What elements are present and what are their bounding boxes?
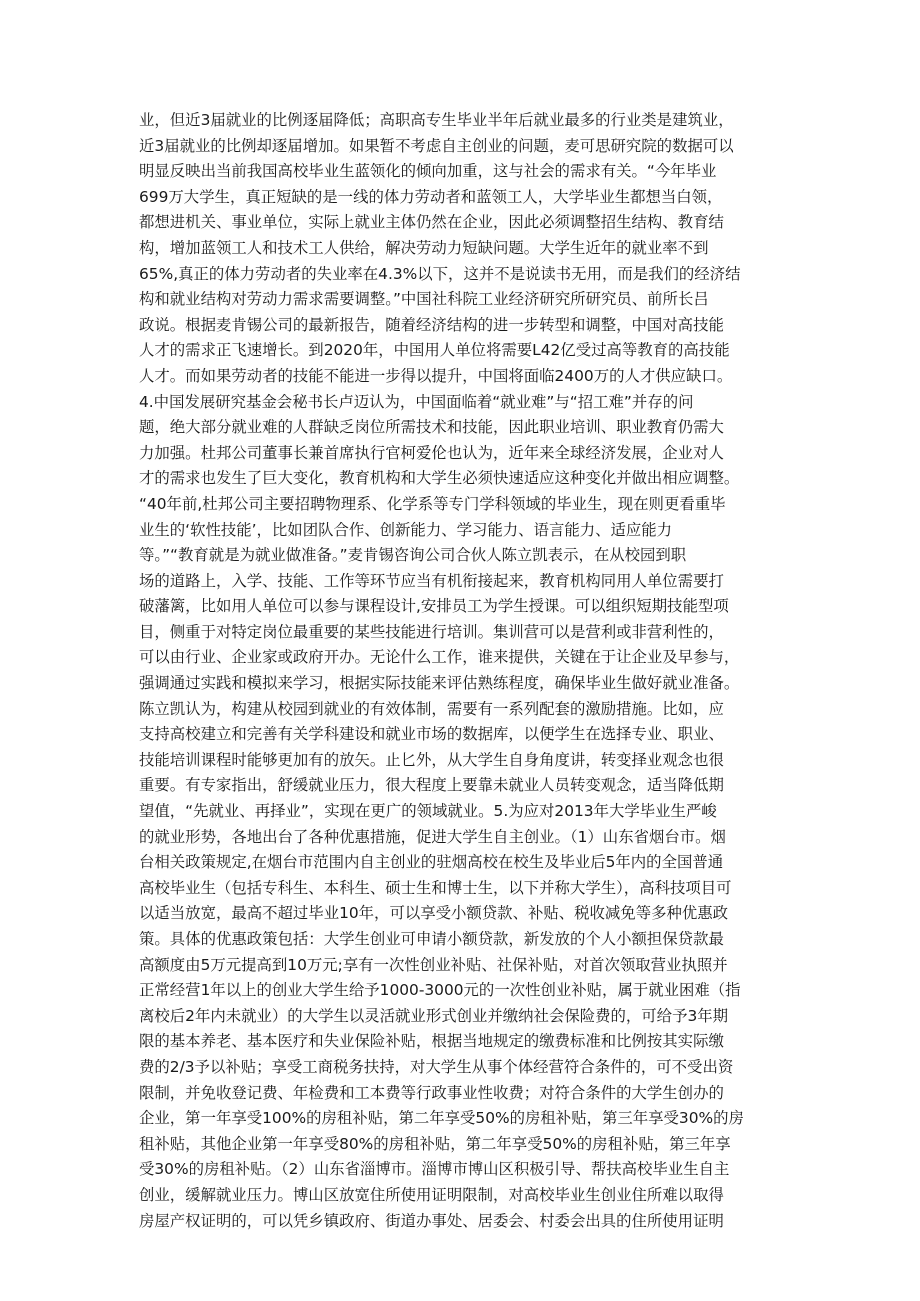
text-line: 人才。而如果劳动者的技能不能进一步得以提升，中国将面临2400万的人才供应缺口。 bbox=[139, 366, 733, 385]
text-line: 限的基本养老、基本医疗和失业保险补贴，根据当地规定的缴费标准和比例按其实际缴 bbox=[139, 1032, 724, 1051]
text-line: 强调通过实践和模拟来学习，根据实际技能来评估熟练程度，确保毕业生做好就业准备。 bbox=[139, 674, 740, 693]
text-line: “40年前,杜邦公司主要招聘物理系、化学系等专门学科领域的毕业生，现在则更看重毕 bbox=[139, 494, 726, 513]
text-line: 限制，并免收登记费、年检费和工本费等行政事业性收费；对符合条件的大学生创办的 bbox=[139, 1083, 724, 1102]
text-line: 离校后2年内未就业）的大学生以灵活就业形式创业并缴纳社会保险费的，可给予3年期 bbox=[139, 1006, 729, 1025]
text-line: 4.中国发展研究基金会秘书长卢迈认为，中国面临着“就业难”与“招工难”并存的问 bbox=[139, 392, 694, 411]
text-line: 台相关政策规定,在烟台市范围内自主创业的驻烟高校在校生及毕业后5年内的全国普通 bbox=[139, 853, 724, 872]
text-line: 业，但近3届就业的比例逐届降低；高职高专生毕业半年后就业最多的行业类是建筑业， bbox=[139, 111, 734, 129]
text-line: 望值，“先就业、再择业”，实现在更广的领域就业。5.为应对2013年大学毕业生严峻 bbox=[139, 802, 717, 821]
text-line: 费的2/3予以补贴；享受工商税务扶持，对大学生从事个体经营符合条件的，可不受出资 bbox=[139, 1057, 734, 1076]
body-text bbox=[139, 108, 799, 1234]
text-line: 目，侧重于对特定岗位最重要的某些技能进行培训。集训营可以是营利或非营利性的， bbox=[139, 622, 724, 641]
text-line: 力加强。杜邦公司董事长兼首席执行官柯爱伦也认为，近年来全球经济发展，企业对人 bbox=[139, 443, 724, 462]
text-line: 题，绝大部分就业难的人群缺乏岗位所需技术和技能，因此职业培训、职业教育仍需大 bbox=[139, 418, 724, 437]
text-line: 创业，缓解就业压力。博山区放宽住所使用证明限制，对高校毕业生创业住所难以取得 bbox=[139, 1185, 724, 1204]
text-line: 重要。有专家指出，舒缓就业压力，很大程度上要靠未就业人员转变观念，适当降低期 bbox=[139, 776, 724, 795]
text-line: 人才的需求正飞速增长。到2020年，中国用人单位将需要L42亿受过高等教育的高技能 bbox=[139, 341, 730, 360]
text-line: 陈立凯认为，构建从校园到就业的有效体制，需要有一系列配套的激励措施。比如，应 bbox=[139, 699, 724, 718]
text-line: 65%,真正的体力劳动者的失业率在4.3%以下，这并不是说读书无用，而是我们的经济结 bbox=[139, 264, 741, 283]
text-line: 都想进机关、事业单位，实际上就业主体仍然在企业，因此必须调整招生结构、教育结 bbox=[139, 213, 724, 232]
text-line: 支持高校建立和完善有关学科建设和就业市场的数据库，以便学生在选择专业、职业、 bbox=[139, 725, 724, 744]
text-line: 破藩篱，比如用人单位可以参与课程设计,安排员工为学生授课。可以组织短期技能型项 bbox=[139, 597, 729, 616]
text-line: 699万大学生，真正短缺的是一线的体力劳动者和蓝领工人，大学毕业生都想当白领， bbox=[139, 187, 723, 206]
text-line: 才的需求也发生了巨大变化，教育机构和大学生必须快速适应这种变化并做出相应调整。 bbox=[139, 469, 740, 488]
text-line: 企业，第一年享受100%的房租补贴，第二年享受50%的房租补贴，第三年享受30%的房 bbox=[139, 1109, 744, 1128]
text-line: 受30%的房租补贴。（2）山东省淄博市。淄博市博山区积极引导、帮扶高校毕业生自主 bbox=[139, 1160, 730, 1179]
text-line: 租补贴，其他企业第一年享受80%的房租补贴，第二年享受50%的房租补贴，第三年享 bbox=[139, 1134, 731, 1153]
text-line: 正常经营1年以上的创业大学生给予1000-3000元的一次性创业补贴，属于就业困难（指 bbox=[139, 981, 741, 1000]
text-line: 房屋产权证明的，可以凭乡镇政府、街道办事处、居委会、村委会出具的住所使用证明 bbox=[139, 1211, 724, 1230]
text-line: 明显反映出当前我国高校毕业生蓝领化的倾向加重，这与社会的需求有关。“今年毕业 bbox=[139, 162, 717, 181]
text-line: 高额度由5万元提高到10万元;享有一次性创业补贴、社保补贴，对首次领取营业执照并 bbox=[139, 955, 728, 974]
text-line: 技能培训课程时能够更加有的放矢。止匕外，从大学生自身角度讲，转变择业观念也很 bbox=[139, 750, 724, 769]
text-line: 以适当放宽，最高不超过毕业10年，可以享受小额贷款、补贴、税收减免等多种优惠政 bbox=[139, 904, 729, 923]
text-line: 构和就业结构对劳动力需求需要调整。”中国社科院工业经济研究所研究员、前所长吕 bbox=[139, 290, 709, 309]
text-line: 等。”“教育就是为就业做准备。”麦肯锡咨询公司合伙人陈立凯表示，在从校园到职 bbox=[139, 546, 687, 565]
text-line: 近3届就业的比例却逐届增加。如果暂不考虑自主创业的问题，麦可思研究院的数据可以 bbox=[139, 136, 734, 155]
text-line: 的就业形势，各地出台了各种优惠措施，促进大学生自主创业。（1）山东省烟台市。烟 bbox=[139, 827, 726, 846]
text-line: 政说。根据麦肯锡公司的最新报告，随着经济结构的进一步转型和调整，中国对高技能 bbox=[139, 315, 724, 334]
text-line: 场的道路上，入学、技能、工作等环节应当有机衔接起来，教育机构同用人单位需要打 bbox=[139, 571, 724, 590]
text-line: 高校毕业生（包括专科生、本科生、硕士生和博士生，以下并称大学生），高科技项目可 bbox=[139, 878, 732, 897]
text-line: 构，增加蓝领工人和技术工人供给，解决劳动力短缺问题。大学生近年的就业率不到 bbox=[139, 238, 709, 257]
text-line: 业生的‘软性技能’，比如团队合作、创新能力、学习能力、语言能力、适应能力 bbox=[139, 520, 673, 539]
text-line: 策。具体的优惠政策包括：大学生创业可申请小额贷款，新发放的个人小额担保贷款最 bbox=[139, 930, 724, 948]
text-line: 可以由行业、企业家或政府开办。无论什么工作，谁来提供，关键在于让企业及早参与， bbox=[139, 648, 740, 667]
